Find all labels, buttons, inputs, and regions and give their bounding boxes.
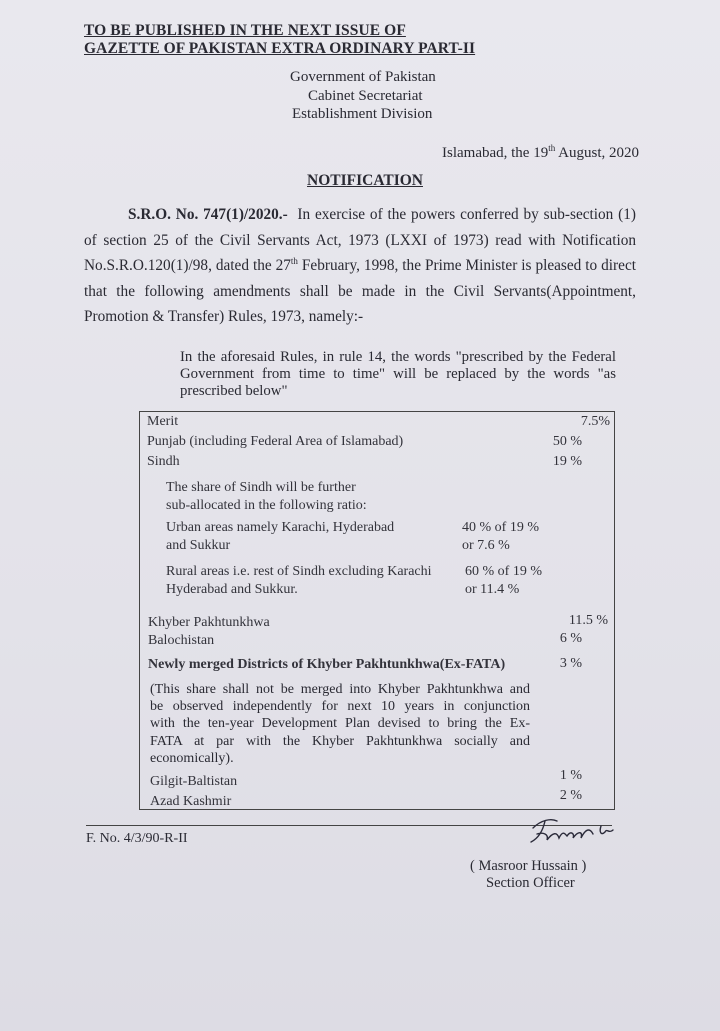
file-number: F. No. 4/3/90-R-II	[86, 831, 188, 846]
row-label-merit: Merit	[147, 414, 179, 429]
issuer-division: Establishment Division	[292, 106, 433, 122]
row-value-sindh: 19 %	[552, 454, 582, 469]
rural-label-line2: Hyderabad and Sukkur.	[166, 582, 298, 597]
urban-label-line1: Urban areas namely Karachi, Hyderabad	[166, 520, 395, 535]
row-label-gb: Gilgit-Baltistan	[150, 774, 238, 789]
rural-value-line1: 60 % of 19 %	[465, 564, 542, 579]
signature-image	[527, 812, 627, 848]
fata-note: (This share shall not be merged into Khyber Pakhtunkhwa and be observed independently for next 10 years in conjunction with the ten-year Development Plan devised to bring the Ex- FATA at par with the Khyber Pakhtunkhwa socially and economically).	[150, 682, 530, 766]
row-value-merit: 7.5%	[580, 414, 610, 429]
urban-value-line2: or 7.6 %	[462, 538, 510, 553]
rural-label-line1: Rural areas i.e. rest of Sindh excluding Karachi	[166, 564, 432, 579]
row-value-balochistan: 6 %	[559, 631, 582, 646]
issuer-government: Government of Pakistan	[290, 69, 436, 85]
row-value-punjab: 50 %	[552, 434, 582, 449]
urban-label-line2: and Sukkur	[166, 538, 231, 553]
sro-number: S.R.O. No. 747(1)/2020.-	[128, 206, 288, 223]
row-value-gb: 1 %	[559, 768, 582, 783]
row-label-ajk: Azad Kashmir	[150, 794, 232, 809]
rural-value-line2: or 11.4 %	[465, 582, 520, 597]
row-label-fata: Newly merged Districts of Khyber Pakhtunkhwa(Ex-FATA)	[148, 657, 506, 672]
body-paragraph: S.R.O. No. 747(1)/2020.- In exercise of the powers conferred by sub-section (1) of section 25 of the Civil Servants Act, 1973 (LXXI of 1973) read with Notification No.S.R.O.120(1)/98, dated the 27th February, 1998, the Prime Minister is pleased to direct that the following amendments shall be made in the Civil Servants(Appointment, Promotion & Transfer) Rules, 1973, namely:-	[84, 206, 637, 325]
row-label-balochistan: Balochistan	[148, 633, 215, 648]
sindh-note-line2: sub-allocated in the following ratio:	[166, 498, 367, 513]
row-value-fata: 3 %	[559, 656, 582, 671]
page-title: NOTIFICATION	[307, 172, 423, 189]
row-label-punjab: Punjab (including Federal Area of Islamabad)	[147, 434, 404, 449]
signatory-designation: Section Officer	[486, 875, 575, 891]
urban-value-line1: 40 % of 19 %	[462, 520, 539, 535]
notification-date: Islamabad, the 19th August, 2020	[442, 143, 639, 161]
issuer-cabinet: Cabinet Secretariat	[308, 88, 423, 104]
signatory-name: ( Masroor Hussain )	[470, 858, 587, 874]
row-label-kp: Khyber Pakhtunkhwa	[148, 615, 270, 630]
gazette-header-line2: GAZETTE OF PAKISTAN EXTRA ORDINARY PART-II	[84, 40, 476, 57]
amendment-text: In the aforesaid Rules, in rule 14, the words "prescribed by the Federal Government from time to time" will be replaced by the words "as prescribed below"	[180, 349, 616, 399]
row-value-ajk: 2 %	[559, 788, 582, 803]
row-value-kp: 11.5 %	[568, 613, 608, 628]
row-label-sindh: Sindh	[147, 454, 180, 469]
gazette-header-line1: TO BE PUBLISHED IN THE NEXT ISSUE OF	[84, 22, 406, 39]
sindh-note-line1: The share of Sindh will be further	[166, 480, 356, 495]
